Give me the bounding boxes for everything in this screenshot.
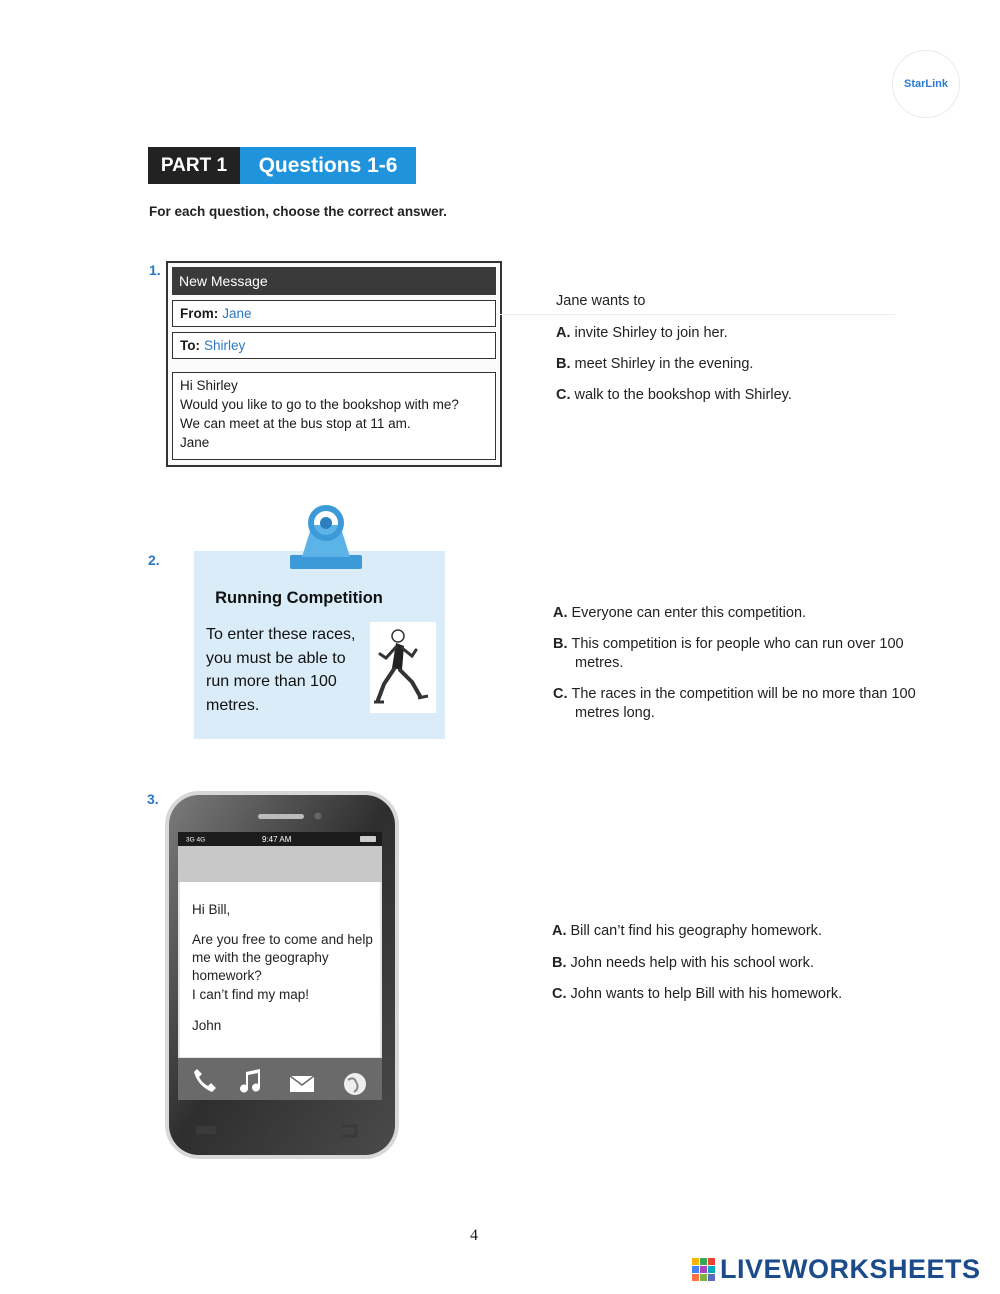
running-competition-notice bbox=[194, 551, 445, 739]
logo-text: StarLink bbox=[903, 78, 948, 90]
from-label: From: bbox=[180, 306, 219, 321]
part-label: PART 1 bbox=[148, 147, 240, 184]
from-value: Jane bbox=[222, 306, 252, 321]
divider bbox=[500, 314, 895, 315]
email-body-line: Would you like to go to the bookshop with me? bbox=[180, 397, 459, 412]
runner-icon bbox=[370, 622, 436, 713]
option-letter: A. bbox=[553, 605, 568, 621]
to-value: Shirley bbox=[204, 338, 246, 353]
sms-signature: John bbox=[192, 1018, 222, 1033]
option-text: This competition is for people who can run over 100 metres. bbox=[571, 636, 904, 671]
option-text: meet Shirley in the evening. bbox=[574, 356, 754, 372]
mail-icon bbox=[290, 1076, 314, 1092]
to-label: To: bbox=[180, 338, 200, 353]
q3-option-a[interactable] bbox=[552, 922, 822, 941]
email-message-card bbox=[166, 261, 502, 467]
q3-option-b[interactable] bbox=[552, 954, 814, 973]
q2-option-a[interactable] bbox=[553, 604, 806, 623]
question-3-number: 3. bbox=[147, 791, 159, 807]
sms-line: I can’t find my map! bbox=[192, 987, 310, 1002]
starlink-logo bbox=[892, 50, 960, 118]
option-text: The races in the competition will be no more than 100 metres long. bbox=[571, 686, 916, 721]
option-letter: B. bbox=[556, 356, 571, 372]
option-text: Everyone can enter this competition. bbox=[571, 605, 807, 621]
option-text: invite Shirley to join her. bbox=[574, 325, 728, 341]
liveworksheets-icon bbox=[692, 1258, 716, 1282]
option-letter: B. bbox=[553, 636, 568, 652]
option-text: Bill can’t find his geography homework. bbox=[570, 923, 822, 939]
option-text: John needs help with his school work. bbox=[570, 955, 814, 971]
q2-option-c[interactable] bbox=[553, 685, 920, 723]
status-signal: 3G 4G bbox=[186, 836, 206, 844]
globe-icon bbox=[344, 1073, 366, 1095]
option-text: walk to the bookshop with Shirley. bbox=[574, 387, 792, 403]
sms-greeting: Hi Bill, bbox=[192, 902, 231, 917]
runner-image bbox=[370, 622, 436, 713]
page-number: 4 bbox=[470, 1227, 478, 1244]
option-letter: C. bbox=[552, 986, 567, 1002]
q1-option-b[interactable] bbox=[556, 355, 753, 374]
instruction-text: For each question, choose the correct answer. bbox=[149, 204, 447, 219]
option-letter: A. bbox=[556, 325, 571, 341]
q3-option-c[interactable] bbox=[552, 985, 842, 1004]
email-from-field bbox=[172, 300, 496, 327]
questions-range-label: Questions 1-6 bbox=[240, 147, 416, 184]
email-body-line: Jane bbox=[180, 435, 210, 450]
option-letter: C. bbox=[553, 686, 568, 702]
email-header: New Message bbox=[172, 267, 496, 295]
question-1-stem: Jane wants to bbox=[556, 293, 646, 309]
q2-option-b[interactable] bbox=[553, 635, 920, 673]
text-message bbox=[180, 882, 380, 1057]
option-letter: B. bbox=[552, 955, 567, 971]
liveworksheets-brand: LIVEWORKSHEETS bbox=[720, 1254, 981, 1284]
email-body-line: Hi Shirley bbox=[180, 378, 238, 393]
email-to-field bbox=[172, 332, 496, 359]
q1-option-a[interactable] bbox=[556, 324, 728, 343]
email-body-line: We can meet at the bus stop at 11 am. bbox=[180, 416, 411, 431]
notice-text: To enter these races, you must be able to run more than 100 metres. bbox=[206, 626, 356, 714]
option-letter: C. bbox=[556, 387, 571, 403]
sms-line: Are you free to come and help me with the geography homework? bbox=[192, 932, 373, 983]
status-time: 9:47 AM bbox=[262, 835, 292, 844]
q1-option-c[interactable] bbox=[556, 386, 792, 405]
bulldog-clip-icon bbox=[286, 505, 366, 573]
option-letter: A. bbox=[552, 923, 567, 939]
question-2-number: 2. bbox=[148, 552, 160, 568]
question-1-number: 1. bbox=[149, 262, 161, 278]
notice-title: Running Competition bbox=[215, 589, 383, 607]
email-body bbox=[172, 372, 496, 460]
option-text: John wants to help Bill with his homework. bbox=[570, 986, 843, 1002]
